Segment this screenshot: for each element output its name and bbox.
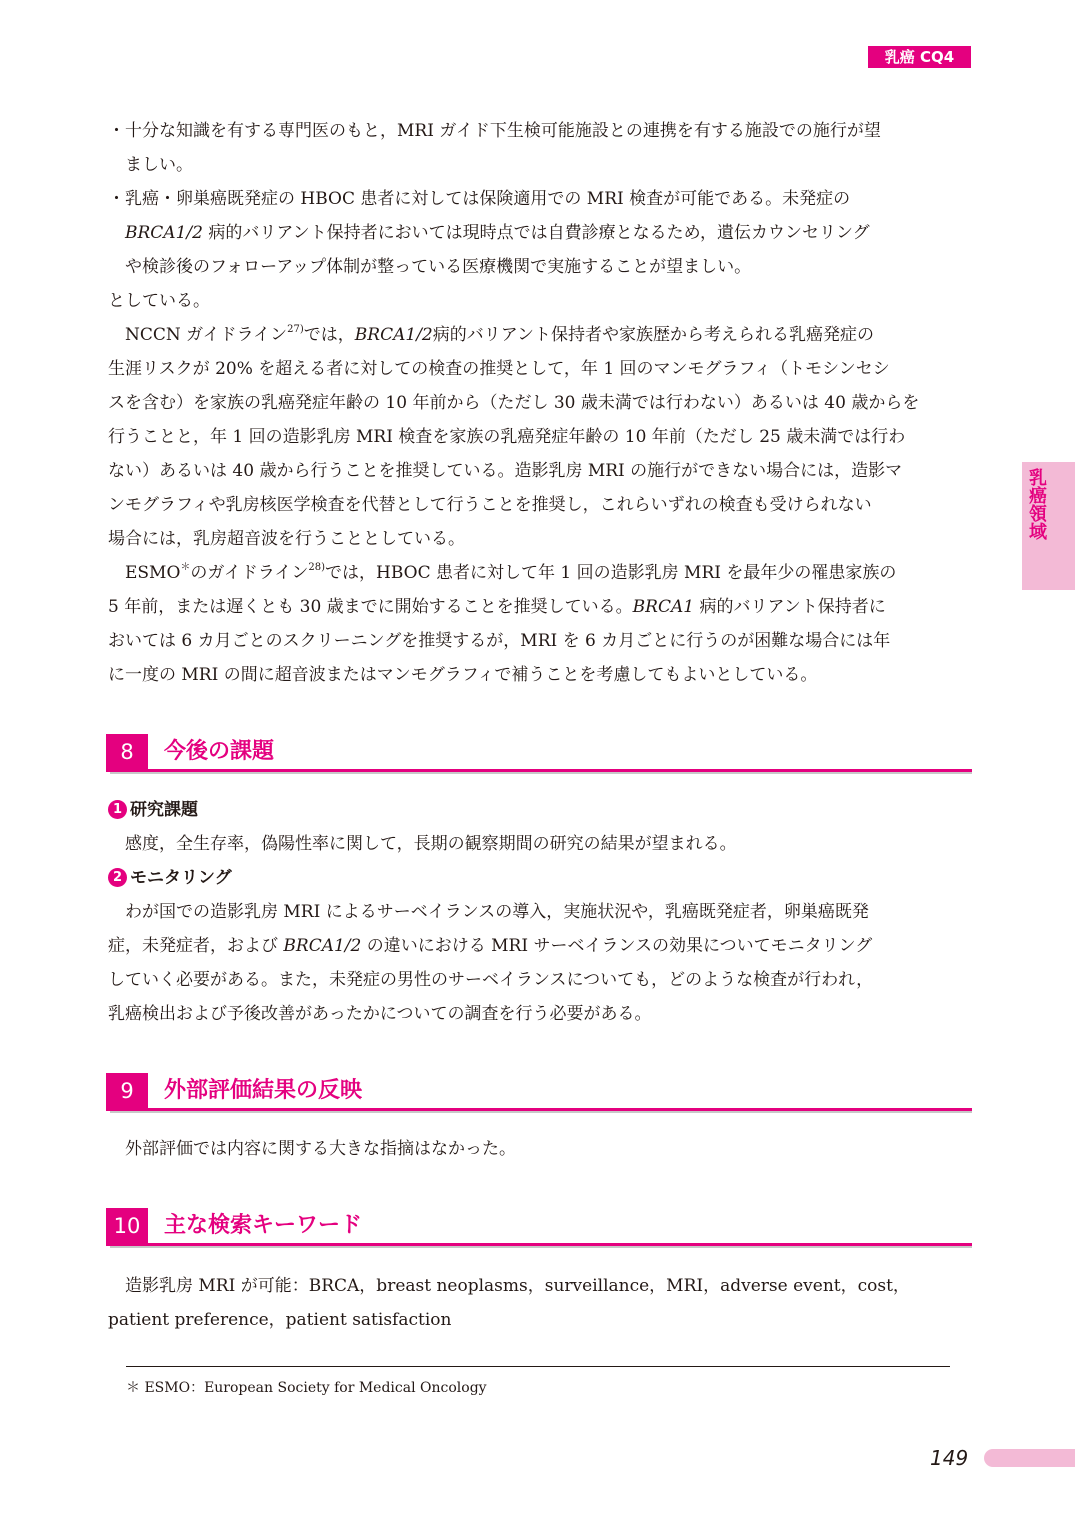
side-index-label: 乳癌領域 (1026, 468, 1047, 540)
section-9-heading (106, 1073, 972, 1113)
gene-name: BRCA1 (632, 597, 695, 617)
subsection-heading (108, 798, 198, 822)
page-number-bar (984, 1449, 1075, 1467)
nccn-line: スを含む）を家族の乳癌発症年齢の 10 年前から（ただし 30 歳未満では行わない）あるいは 40 歳からを (108, 393, 920, 413)
bullet-continuation (108, 216, 970, 250)
subsection-body (108, 827, 970, 861)
text-span: のガイドライン (190, 563, 309, 583)
text-span: 病的バリアント保持者に (694, 597, 886, 617)
section-number: 10 (106, 1208, 148, 1244)
paragraph-line: していく必要がある。また，未発症の男性のサーベイランスについても，どのような検査が行われ， (108, 970, 874, 990)
section-10-body (108, 1269, 970, 1337)
esmo-line: おいては 6 カ月ごとのスクリーニングを推奨するが，MRI を 6 カ月ごとに行うのが困難な場合には年 (108, 631, 891, 651)
bullet-continuation: ましい。 (125, 155, 193, 175)
text-span: 5 年前，または遅くとも 30 歳までに開始することを推奨している。 (108, 597, 633, 617)
text-span: では，HBOC 患者に対して年 1 回の造影乳房 MRI を最年少の罹患家族の (325, 563, 897, 583)
paragraph-line: 外部評価では内容に関する大きな指摘はなかった。 (125, 1139, 516, 1159)
citation: 27) (287, 324, 304, 335)
section-number: 8 (106, 734, 148, 770)
section-title: 外部評価結果の反映 (164, 1078, 363, 1103)
nccn-line: ない）あるいは 40 歳から行うことを推奨している。造影乳房 MRI の施行ができない場合には，造影マ (108, 461, 903, 481)
esmo-line: に一度の MRI の間に超音波またはマンモグラフィで補うことを考慮してもよいとしている。 (108, 665, 818, 685)
section-8-heading (106, 734, 972, 774)
section-10-heading (106, 1208, 972, 1248)
intro-block (108, 114, 970, 692)
chapter-tag: 乳癌 CQ4 (868, 46, 971, 68)
citation: 28) (308, 562, 326, 573)
nccn-line: 生涯リスクが 20% を超える者に対しての検査の推奨として，年 1 回のマンモグラフィ（トモシンセシ (108, 359, 890, 379)
bullet-line: ・乳癌・卵巣癌既発症の HBOC 患者に対しては保険適用での MRI 検査が可能である。未発症の (108, 189, 851, 209)
number-badge: 1 (108, 800, 127, 819)
paragraph-line: 感度，全生存率，偽陽性率に関して，長期の観察期間の研究の結果が望まれる。 (125, 834, 737, 854)
gene-name: BRCA1/2 (354, 325, 433, 345)
section-rule-shadow (110, 1111, 972, 1113)
footnote-divider (126, 1366, 950, 1367)
subsection-title: 研究課題 (130, 800, 198, 820)
paragraph-line: 造影乳房 MRI が可能：BRCA，breast neoplasms，surveillance，MRI，adverse event，cost， (125, 1276, 910, 1296)
paragraph-line: 乳癌検出および予後改善があったかについての調査を行う必要がある。 (108, 1004, 652, 1024)
nccn-line: ンモグラフィや乳房核医学検査を代替として行うことを推奨し，これらいずれの検査も受けられない (108, 495, 872, 515)
text-span: 病的バリアント保持者においては現時点では自費診療となるため，遺伝カウンセリング (202, 223, 870, 243)
section-number: 9 (106, 1073, 148, 1109)
paragraph-line: patient preference，patient satisfaction (108, 1310, 452, 1330)
paragraph-line: わが国での造影乳房 MRI によるサーベイランスの導入，実施状況や，乳癌既発症者，卵巣癌既発 (125, 902, 869, 922)
footnote-mark: ＊ (180, 562, 191, 573)
nccn-line (108, 318, 970, 352)
text-span: 症，未発症者，および (108, 936, 284, 956)
paragraph-line (108, 929, 970, 963)
subsection-heading (108, 866, 232, 890)
text-span: の違いにおける MRI サーベイランスの効果についてモニタリング (361, 936, 873, 956)
number-badge: 2 (108, 868, 127, 887)
paragraph-line: としている。 (108, 291, 210, 311)
footnote: ＊ ESMO：European Society for Medical Oncology (126, 1380, 487, 1396)
text-span: 病的バリアント保持者や家族歴から考えられる乳癌発症の (432, 325, 875, 345)
section-title: 今後の課題 (164, 739, 275, 764)
subsection-body (108, 895, 970, 1031)
text-span: ESMO (125, 563, 181, 583)
nccn-line: 場合には，乳房超音波を行うこととしている。 (108, 529, 465, 549)
esmo-line (108, 590, 970, 624)
gene-name: BRCA1/2 (125, 223, 203, 243)
subsection-title: モニタリング (130, 868, 232, 888)
page-number: 149 (930, 1446, 969, 1470)
text-span: NCCN ガイドライン (125, 325, 288, 345)
gene-name: BRCA1/2 (283, 936, 362, 956)
text-span: では， (303, 325, 355, 345)
section-rule-shadow (110, 1246, 972, 1248)
section-rule-shadow (110, 772, 972, 774)
nccn-line: 行うことと，年 1 回の造影乳房 MRI 検査を家族の乳癌発症年齢の 10 年前（ただし 25 歳未満では行わ (108, 427, 906, 447)
section-title: 主な検索キーワード (164, 1213, 363, 1238)
esmo-line (108, 556, 970, 590)
section-9-body (108, 1132, 970, 1166)
bullet-continuation: や検診後のフォローアップ体制が整っている医療機関で実施することが望ましい。 (125, 257, 752, 277)
bullet-line: ・十分な知識を有する専門医のもと，MRI ガイド下生検可能施設との連携を有する施設での施行が望 (108, 121, 881, 141)
